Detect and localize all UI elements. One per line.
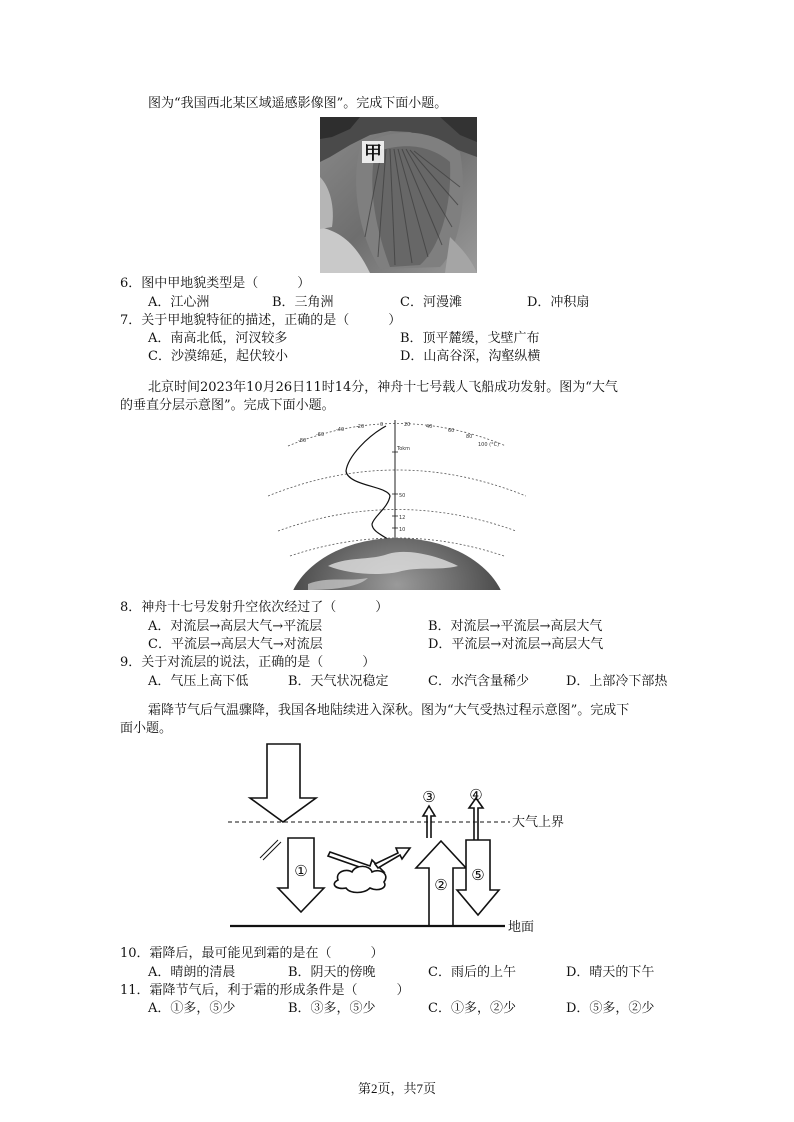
temp-tick-9: 80: [466, 434, 473, 440]
q7-option-d: D．山高谷深，沟壑纵横: [400, 349, 541, 364]
q9-option-a: A．气压上高下低: [148, 674, 249, 689]
altitude-label-top: Tokm: [397, 446, 411, 452]
question-10-stem: 10．霜降后，最可能见到霜的是在（ ）: [120, 946, 384, 961]
intro-text-3-line2: 面小题。: [120, 721, 173, 736]
atmosphere-heating-diagram: [220, 740, 570, 940]
temp-tick-4: -20: [356, 424, 365, 430]
q6-option-d: D．冲积扇: [527, 295, 590, 310]
temp-tick-5: 0: [380, 422, 384, 428]
q10-option-a: A．晴朗的清晨: [148, 965, 236, 980]
temp-tick-1: -80: [298, 438, 307, 444]
q7-option-c: C．沙漠绵延，起伏较小: [148, 349, 288, 364]
question-6-stem: 6．图中甲地貌类型是（ ）: [120, 276, 311, 291]
fan-marker-label: 甲: [364, 143, 382, 164]
q11-option-a: A．①多，⑤少: [148, 1001, 236, 1016]
temp-tick-7: 40: [426, 424, 433, 430]
q9-option-b: B．天气状况稳定: [288, 674, 389, 689]
altitude-mark-10: 10: [399, 527, 406, 533]
q8-option-a: A．对流层→高层大气→平流层: [148, 619, 323, 634]
label-3: ③: [422, 788, 436, 806]
arrow-4: [469, 798, 483, 840]
question-11-stem: 11．霜降节气后，利于霜的形成条件是（ ）: [120, 983, 410, 998]
intro-text-2-line1: 北京时间2023年10月26日11时14分，神舟十七号载人飞船成功发射。图为“大气: [148, 380, 618, 395]
q11-option-c: C．①多，②少: [428, 1001, 516, 1016]
solar-radiation-arrow: [250, 744, 316, 822]
q6-option-c: C．河漫滩: [400, 295, 462, 310]
label-2: ②: [434, 876, 448, 894]
atmosphere-layers-diagram: [268, 416, 526, 590]
scatter-arrow: [375, 848, 410, 868]
question-9-stem: 9．关于对流层的说法，正确的是（ ）: [120, 655, 376, 670]
temp-tick-3: -40: [336, 427, 345, 433]
page-number: 第2页，共7页: [357, 1081, 436, 1096]
remote-sensing-image: [320, 117, 477, 273]
temp-tick-8: 60: [448, 428, 455, 434]
q6-option-b: B．三角洲: [272, 295, 334, 310]
intro-text-1: 图为“我国西北某区域遥感影像图”。完成下面小题。: [148, 96, 448, 111]
altitude-mark-50: 50: [399, 493, 406, 499]
q7-option-b: B．顶平麓缓，戈壁广布: [400, 331, 540, 346]
ground-label: 地面: [508, 920, 535, 935]
q8-option-d: D．平流层→对流层→高层大气: [428, 637, 604, 652]
question-8-stem: 8．神舟十七号发射升空依次经过了（ ）: [120, 600, 389, 615]
q10-option-d: D．晴天的下午: [566, 965, 655, 980]
q9-option-d: D．上部冷下部热: [566, 674, 668, 689]
temp-tick-6: 20: [404, 422, 411, 428]
intro-text-2-line2: 的垂直分层示意图”。完成下面小题。: [120, 398, 335, 413]
question-7-stem: 7．关于甲地貌特征的描述，正确的是（ ）: [120, 313, 402, 328]
cloud-icon: [334, 866, 386, 892]
altitude-mark-12: 12: [399, 515, 406, 521]
temp-tick-2: -60: [316, 432, 325, 438]
q11-option-b: B．③多，⑤少: [288, 1001, 376, 1016]
atmosphere-upper-label: 大气上界: [512, 815, 565, 830]
q8-option-b: B．对流层→平流层→高层大气: [428, 619, 603, 634]
q10-option-c: C．雨后的上午: [428, 965, 516, 980]
q11-option-d: D．⑤多，②少: [566, 1001, 655, 1016]
label-5: ⑤: [471, 866, 485, 884]
q10-option-b: B．阴天的傍晚: [288, 965, 376, 980]
q6-option-a: A．江心洲: [148, 295, 210, 310]
q8-option-c: C．平流层→高层大气→对流层: [148, 637, 323, 652]
q9-option-c: C．水汽含量稀少: [428, 674, 529, 689]
q7-option-a: A．南高北低，河汊较多: [148, 331, 288, 346]
intro-text-3-line1: 霜降节气后气温骤降，我国各地陆续进入深秋。图为“大气受热过程示意图”。完成下: [148, 703, 630, 718]
temp-tick-10: 100 (°C): [478, 442, 500, 448]
label-1: ①: [294, 862, 308, 880]
label-4: ④: [469, 786, 483, 804]
